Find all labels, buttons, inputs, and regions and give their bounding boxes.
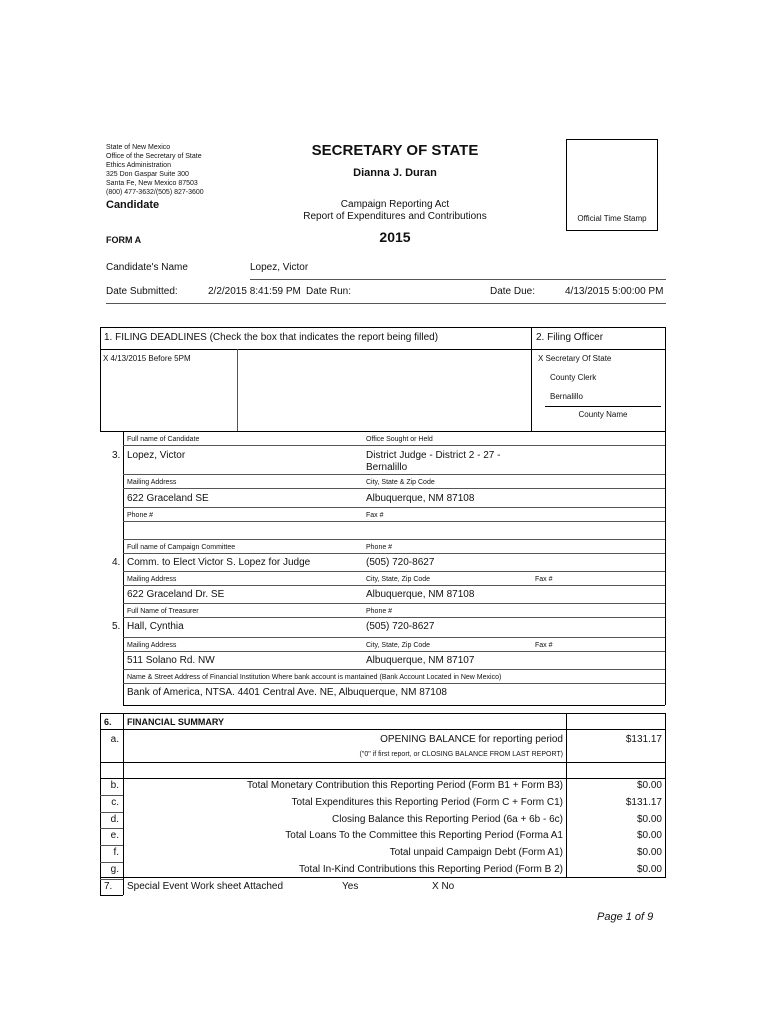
divider: [123, 521, 665, 522]
divider: [123, 488, 665, 489]
summary-row-value: $0.00: [636, 830, 662, 841]
fax-label: Fax #: [366, 512, 384, 519]
special-event-yes[interactable]: Yes: [342, 881, 359, 892]
treasurer-phone: (505) 720-8627: [366, 621, 435, 632]
row-letter: f.: [113, 847, 119, 858]
city-label: City, State, Zip Code: [366, 642, 431, 649]
secretary-name: Dianna J. Duran: [353, 167, 437, 179]
section-number: 4.: [112, 557, 121, 568]
committee-label: Full name of Campaign Committee: [127, 544, 236, 551]
divider: [545, 406, 661, 407]
candidate-city: Albuquerque, NM 87108: [366, 493, 475, 504]
divider: [123, 669, 665, 670]
divider: [123, 617, 665, 618]
county-name: Bernalillo: [550, 392, 583, 401]
summary-row-label: Total Loans To the Committee this Reporting Period (Forma A1: [285, 830, 563, 841]
divider: [665, 327, 666, 431]
filing-deadlines-label: 1. FILING DEADLINES (Check the box that indicates the report being filled): [104, 332, 439, 343]
summary-row-label: Total Monetary Contribution this Reporting Period (Form B1 + Form B3): [247, 780, 563, 791]
page-title: SECRETARY OF STATE: [311, 142, 479, 159]
date-due-label: Date Due:: [490, 286, 536, 297]
time-stamp-label: Official Time Stamp: [577, 214, 647, 223]
opening-balance-note: ("0" if first report, or CLOSING BALANCE FROM LAST REPORT): [359, 751, 563, 758]
committee-name: Comm. to Elect Victor S. Lopez for Judge: [127, 557, 311, 568]
divider: [123, 571, 665, 572]
date-submitted-label: Date Submitted:: [106, 286, 178, 297]
row-letter: g.: [110, 864, 119, 875]
treasurer-city: Albuquerque, NM 87107: [366, 655, 475, 666]
form-label: FORM A: [106, 235, 142, 245]
section-number: 3.: [112, 450, 121, 461]
bank-label: Name & Street Address of Financial Institution Where bank account is mantained (Bank Account Located in New Mexico): [127, 674, 502, 681]
fax-label: Fax #: [535, 576, 553, 583]
date-due: 4/13/2015 5:00:00 PM: [565, 286, 664, 297]
divider: [100, 795, 123, 796]
office-sought-line1: District Judge - District 2 - 27 -: [366, 450, 501, 461]
section-number: 6.: [104, 717, 112, 727]
row-letter: d.: [110, 814, 119, 825]
divider: [123, 637, 665, 638]
office-sought-line2: Bernalillo: [366, 462, 408, 473]
candidate-fullname: Lopez, Victor: [127, 450, 186, 461]
financial-summary-title: FINANCIAL SUMMARY: [127, 717, 224, 727]
divider: [100, 828, 123, 829]
divider: [100, 862, 123, 863]
special-event-label: Special Event Work sheet Attached: [127, 881, 284, 892]
candidate-mailing: 622 Graceland SE: [127, 493, 209, 504]
page-number: Page 1 of 9: [597, 911, 654, 923]
treasurer-label: Full Name of Treasurer: [127, 608, 199, 615]
divider: [100, 762, 666, 763]
divider: [123, 683, 665, 684]
divider: [100, 879, 123, 880]
divider: [100, 877, 666, 878]
divider: [665, 713, 666, 877]
divider: [123, 507, 665, 508]
officer-sos-checkbox[interactable]: X Secretary Of State: [538, 354, 612, 363]
committee-mailing: 622 Graceland Dr. SE: [127, 589, 225, 600]
divider: [531, 327, 532, 431]
agency-line: 325 Don Gaspar Suite 300: [106, 171, 189, 178]
filing-officer-label: 2. Filing Officer: [536, 332, 604, 343]
phone-label: Phone #: [127, 512, 154, 519]
summary-row-label: Total unpaid Campaign Debt (Form A1): [389, 847, 563, 858]
divider: [100, 713, 666, 714]
divider: [123, 553, 665, 554]
divider: [123, 474, 665, 475]
agency-line: (800) 477-3632/(505) 827-3600: [106, 189, 204, 196]
phone-label: Phone #: [366, 544, 393, 551]
row-letter: b.: [110, 780, 119, 791]
phone-label: Phone #: [366, 608, 393, 615]
city-label: City, State & Zip Code: [366, 479, 435, 486]
agency-line: Ethics Administration: [106, 162, 171, 169]
report-name: Report of Expenditures and Contributions: [303, 211, 487, 222]
candidate-name-label: Candidate's Name: [106, 262, 188, 273]
divider: [665, 431, 666, 705]
divider: [123, 705, 665, 706]
row-letter: e.: [110, 830, 119, 841]
divider: [123, 713, 124, 895]
divider: [100, 327, 101, 431]
report-year: 2015: [379, 229, 411, 245]
summary-row-value: $0.00: [636, 814, 662, 825]
divider: [123, 445, 665, 446]
agency-line: State of New Mexico: [106, 144, 171, 151]
agency-address: [106, 143, 204, 197]
row-letter: c.: [111, 797, 119, 808]
bank-name: Bank of America, NTSA. 4401 Central Ave. NE, Albuquerque, NM 87108: [127, 687, 447, 698]
divider: [123, 651, 665, 652]
mailing-label: Mailing Address: [127, 642, 177, 649]
summary-row-label: Closing Balance this Reporting Period (6a + 6b - 6c): [332, 814, 563, 825]
divider: [106, 303, 666, 304]
divider: [100, 431, 666, 432]
divider: [100, 812, 123, 813]
divider: [100, 778, 666, 779]
opening-balance-value: $131.17: [625, 734, 662, 745]
summary-row-value: $0.00: [636, 780, 662, 791]
act-name: Campaign Reporting Act: [340, 199, 450, 210]
divider: [100, 349, 666, 350]
summary-row-label: Total Expenditures this Reporting Period (Form C + Form C1): [291, 797, 563, 808]
date-run-label: Date Run:: [306, 286, 352, 297]
date-submitted: 2/2/2015 8:41:59 PM: [208, 286, 301, 297]
candidate-fullname-label: Full name of Candidate: [127, 436, 200, 443]
treasurer-mailing: 511 Solano Rd. NW: [127, 655, 215, 666]
agency-line: Santa Fe, New Mexico 87503: [106, 180, 198, 187]
divider: [123, 603, 665, 604]
mailing-label: Mailing Address: [127, 576, 177, 583]
summary-row-value: $131.17: [625, 797, 662, 808]
divider: [100, 327, 666, 328]
deadline-checkbox[interactable]: X 4/13/2015 Before 5PM: [103, 354, 191, 363]
divider: [100, 729, 666, 730]
divider: [237, 349, 238, 431]
committee-city: Albuquerque, NM 87108: [366, 589, 475, 600]
divider: [250, 279, 666, 280]
candidate-name: Lopez, Victor: [250, 262, 309, 273]
committee-phone: (505) 720-8627: [366, 557, 435, 568]
opening-balance-label: OPENING BALANCE for reporting period: [380, 734, 563, 745]
summary-row-value: $0.00: [636, 864, 662, 875]
agency-line: Office of the Secretary of State: [106, 153, 202, 160]
treasurer-name: Hall, Cynthia: [127, 621, 184, 632]
time-stamp-box: [566, 139, 658, 231]
divider: [100, 845, 123, 846]
candidate-heading: Candidate: [106, 199, 160, 211]
divider: [123, 539, 665, 540]
divider: [123, 585, 665, 586]
summary-row-value: $0.00: [636, 847, 662, 858]
city-label: City, State, Zip Code: [366, 576, 431, 583]
county-name-label: County Name: [578, 410, 628, 419]
summary-row-label: Total In-Kind Contributions this Reporting Period (Form B 2): [298, 864, 563, 875]
divider: [100, 895, 123, 896]
row-letter: a.: [110, 734, 119, 745]
section-number: 7.: [104, 881, 113, 892]
office-sought-label: Office Sought or Held: [366, 436, 433, 443]
fax-label: Fax #: [535, 642, 553, 649]
officer-county-clerk-checkbox[interactable]: County Clerk: [550, 373, 597, 382]
mailing-label: Mailing Address: [127, 479, 177, 486]
divider: [123, 431, 124, 705]
special-event-no[interactable]: X No: [432, 881, 455, 892]
section-number: 5.: [112, 621, 121, 632]
